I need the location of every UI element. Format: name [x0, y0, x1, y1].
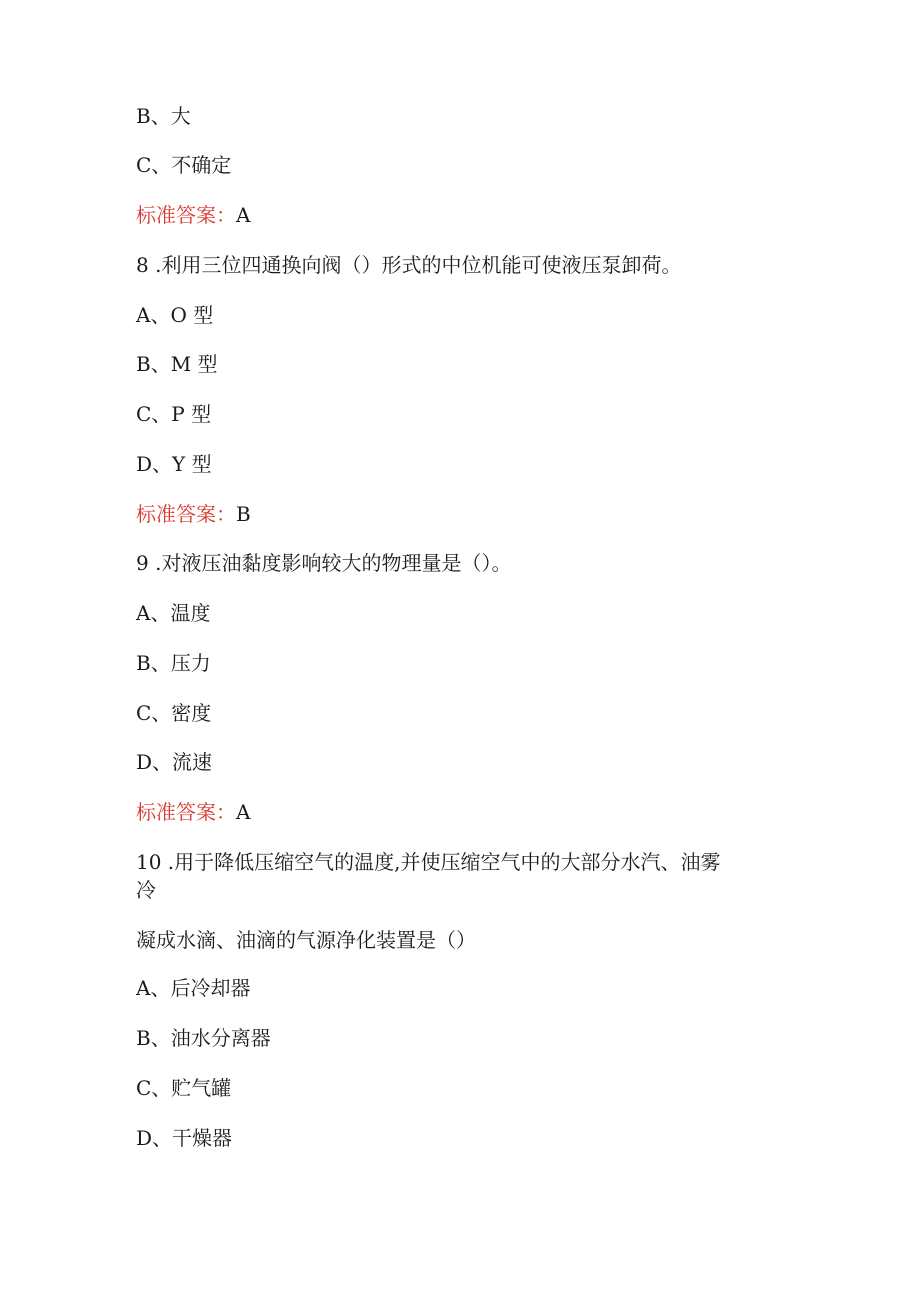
q8-stem: 8 .利用三位四通换向阀（）形式的中位机能可使液压泵卸荷。	[136, 253, 682, 277]
q10-option-d: D、干燥器	[136, 1126, 233, 1150]
q7-answer	[136, 202, 250, 228]
q9-option-d: D、流速	[136, 750, 213, 774]
q7-option-c: C、不确定	[136, 153, 232, 177]
q10-option-c: C、贮气罐	[136, 1076, 232, 1100]
q8-option-d: D、Y 型	[136, 452, 212, 476]
q8-option-c: C、P 型	[136, 402, 212, 426]
q10-option-a: A、后冷却器	[136, 976, 251, 1000]
q7-option-b: B、大	[136, 104, 191, 128]
answer-value: A	[236, 800, 251, 824]
q9-stem: 9 .对液压油黏度影响较大的物理量是（）。	[136, 551, 512, 575]
q9-option-c: C、密度	[136, 701, 212, 725]
answer-value: A	[236, 203, 251, 227]
q10-stem-line-1: 10 .用于降低压缩空气的温度,并使压缩空气中的大部分水汽、油雾	[136, 850, 721, 874]
answer-label: 标准答案：	[136, 502, 236, 526]
q9-option-b: B、压力	[136, 651, 211, 675]
q10-stem-line-3: 凝成水滴、油滴的气源净化装置是（）	[136, 928, 476, 952]
answer-label: 标准答案：	[136, 203, 236, 227]
q8-option-a: A、O 型	[136, 303, 214, 327]
q10-stem-line-2: 冷	[136, 878, 156, 902]
answer-value: B	[236, 502, 251, 526]
q10-option-b: B、油水分离器	[136, 1026, 271, 1050]
q9-answer	[136, 799, 250, 825]
q8-answer	[136, 501, 251, 527]
q9-option-a: A、温度	[136, 601, 211, 625]
q8-option-b: B、M 型	[136, 352, 218, 376]
answer-label: 标准答案：	[136, 800, 236, 824]
